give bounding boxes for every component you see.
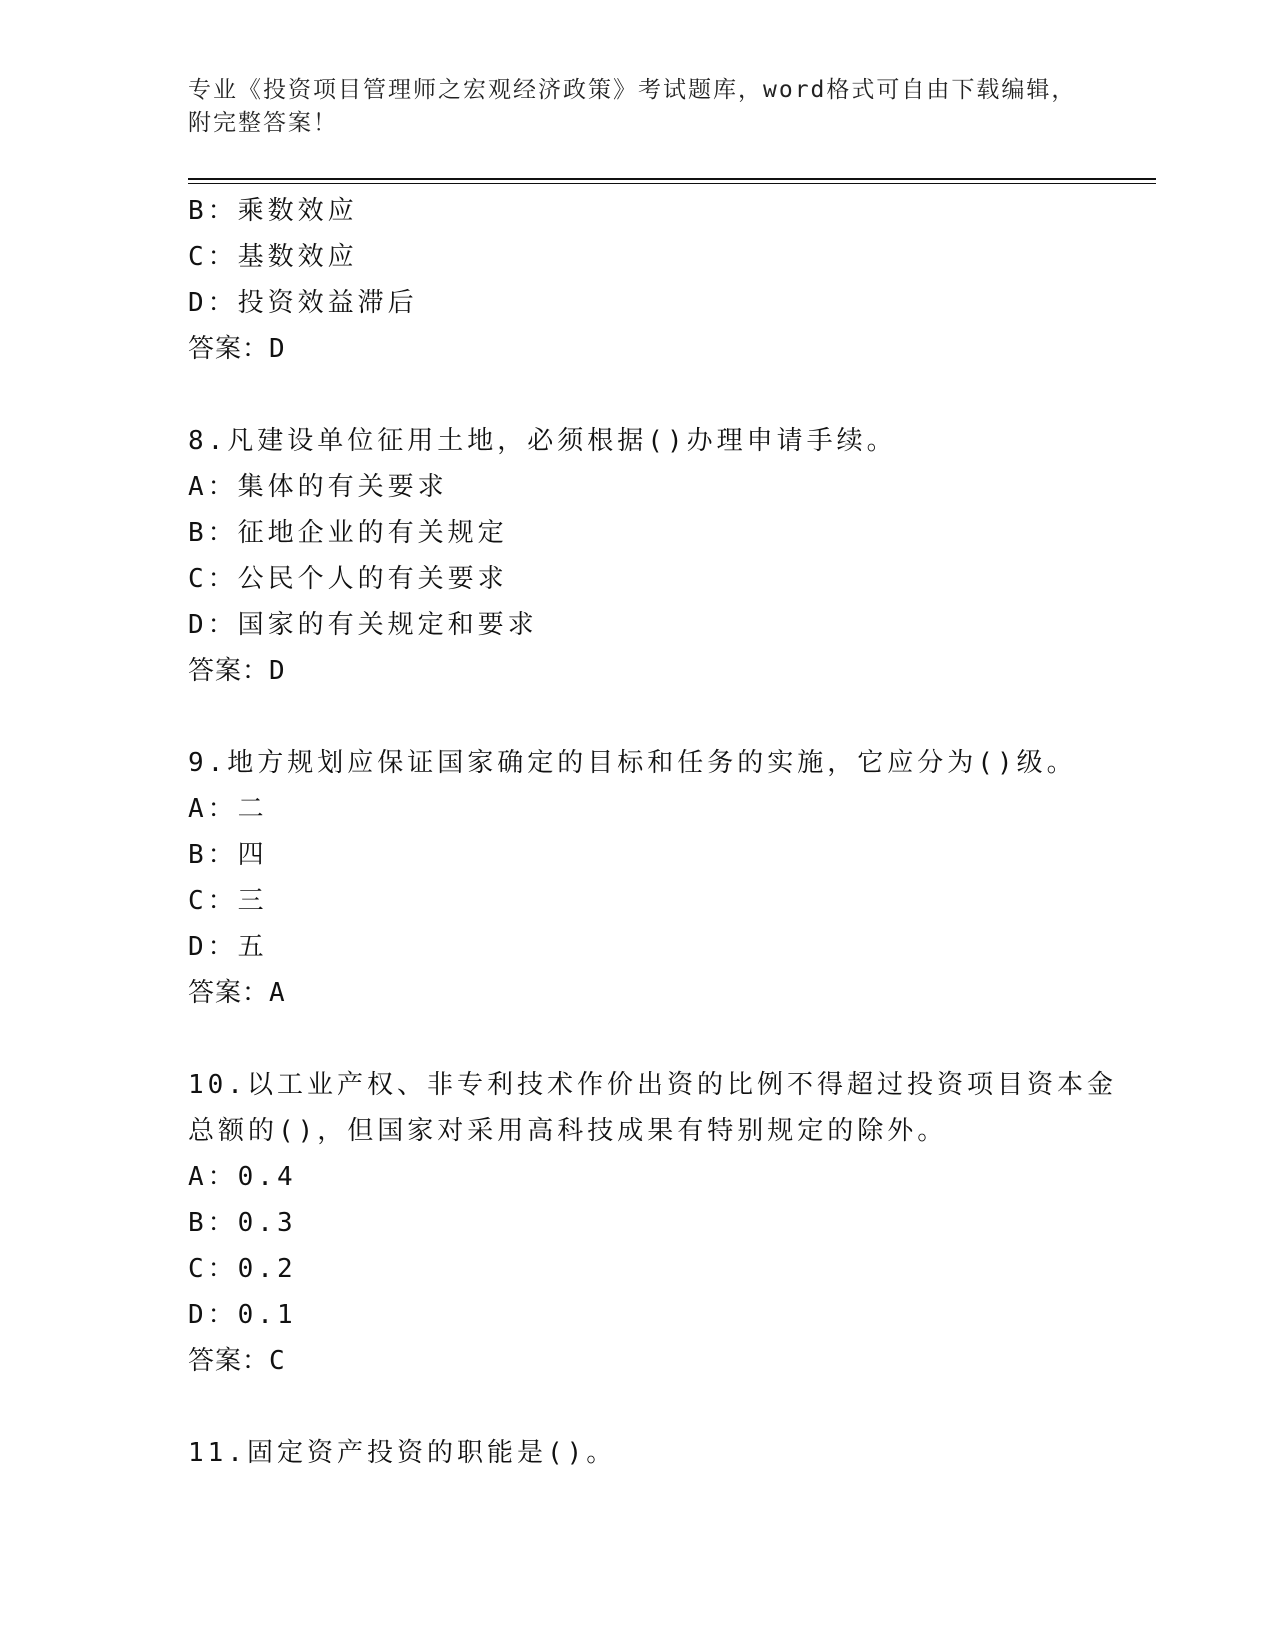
option-d: D：0.1 xyxy=(188,1300,297,1330)
answer-line xyxy=(188,648,1148,694)
spacer xyxy=(188,1016,1148,1062)
spacer xyxy=(188,694,1148,740)
answer-value: D xyxy=(269,334,286,364)
question-10 xyxy=(188,1062,1148,1384)
answer-line xyxy=(188,970,1148,1016)
option-a: A：二 xyxy=(188,794,268,824)
spacer xyxy=(188,372,1148,418)
question-list xyxy=(188,188,1148,1476)
partial-question xyxy=(188,188,1148,372)
option-c: C：三 xyxy=(188,886,268,916)
question-stem: 10.以工业产权、非专利技术作价出资的比例不得超过投资项目资本金 xyxy=(188,1070,1117,1100)
question-stem: 8.凡建设单位征用土地，必须根据()办理申请手续。 xyxy=(188,426,897,456)
option-b: B：乘数效应 xyxy=(188,196,358,226)
answer-value: D xyxy=(269,656,286,686)
option-c: C：0.2 xyxy=(188,1254,297,1284)
question-stem: 9.地方规划应保证国家确定的目标和任务的实施，它应分为()级。 xyxy=(188,748,1077,778)
answer-line xyxy=(188,1338,1148,1384)
header-divider-thick xyxy=(188,178,1156,180)
spacer xyxy=(188,1384,1148,1430)
answer-line xyxy=(188,326,1148,372)
question-9 xyxy=(188,740,1148,1016)
answer-value: C xyxy=(269,1346,286,1376)
question-8 xyxy=(188,418,1148,694)
option-b: B：四 xyxy=(188,840,268,870)
option-c: C：基数效应 xyxy=(188,242,358,272)
option-a: A：集体的有关要求 xyxy=(188,472,448,502)
header-line-1: 专业《投资项目管理师之宏观经济政策》考试题库，word格式可自由下载编辑， xyxy=(188,77,1077,103)
option-d: D：五 xyxy=(188,932,268,962)
option-b: B：0.3 xyxy=(188,1208,297,1238)
question-11 xyxy=(188,1430,1148,1476)
option-b: B：征地企业的有关规定 xyxy=(188,518,508,548)
option-a: A：0.4 xyxy=(188,1162,297,1192)
option-d: D：投资效益滞后 xyxy=(188,288,418,318)
question-stem: 11.固定资产投资的职能是()。 xyxy=(188,1438,617,1468)
header-divider-thin xyxy=(188,183,1156,184)
answer-label: 答案： xyxy=(188,334,270,364)
answer-value: A xyxy=(269,978,286,1008)
option-c: C：公民个人的有关要求 xyxy=(188,564,508,594)
question-stem-continued: 总额的()，但国家对采用高科技成果有特别规定的除外。 xyxy=(188,1116,948,1146)
option-d: D：国家的有关规定和要求 xyxy=(188,610,538,640)
document-header xyxy=(188,74,1088,140)
answer-label: 答案： xyxy=(188,978,270,1008)
answer-label: 答案： xyxy=(188,656,270,686)
answer-label: 答案： xyxy=(188,1346,270,1376)
header-line-2: 附完整答案！ xyxy=(188,110,338,136)
